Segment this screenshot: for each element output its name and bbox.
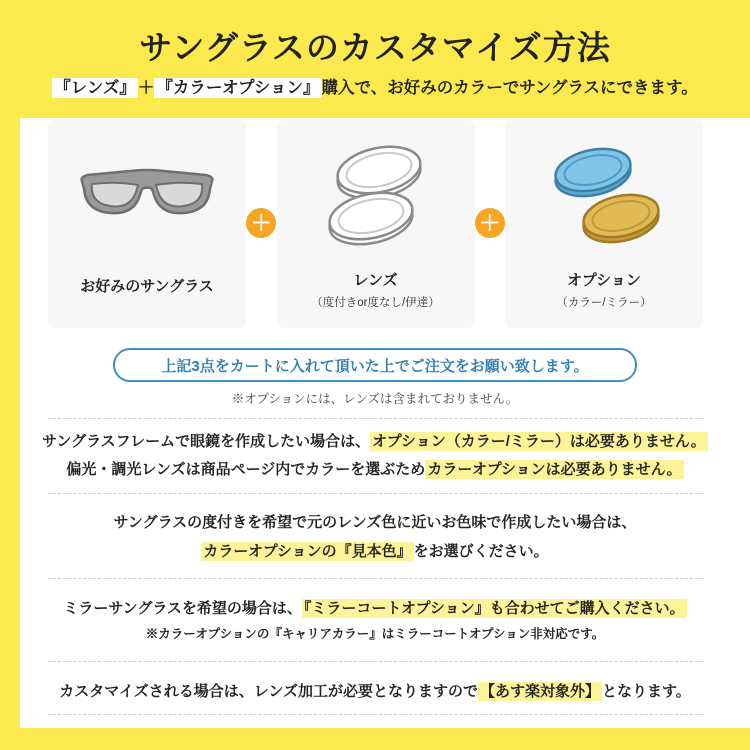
text-plain: カスタマイズされる場合は、レンズ加工が必要となりますので <box>59 683 478 700</box>
section-1-line-2 <box>0 458 750 479</box>
divider-2 <box>48 493 703 494</box>
divider-4 <box>48 661 703 662</box>
text-plain: サングラスの度付きを希望で元のレンズ色に近いお色味で作成したい場合は、 <box>113 514 637 531</box>
text-plain: となります。 <box>601 683 691 700</box>
divider-5 <box>48 714 703 715</box>
plus-icon-1: ＋ <box>246 208 276 238</box>
section-3-line-1 <box>0 597 750 618</box>
subtitle-part-tail: 購入で、お好みのカラーでサングラスにできます。 <box>321 79 698 97</box>
card-label-option: オプション <box>567 272 641 289</box>
cart-instruction-pill <box>113 348 637 382</box>
divider-3 <box>48 578 703 579</box>
text-plain: ミラーサングラスを希望の場合は、 <box>63 600 302 617</box>
plus-icon-2: ＋ <box>475 208 505 238</box>
section-1-line-1 <box>0 430 750 451</box>
text-highlight: カラーオプションは必要ありません。 <box>427 461 682 478</box>
lenses-icon <box>277 134 475 254</box>
divider-1 <box>48 418 703 419</box>
subtitle-part-lens: 『レンズ』 <box>54 79 136 97</box>
cart-instruction-text: 上記3点をカートに入れて頂いた上でご注文をお願い致します。 <box>161 357 589 375</box>
page-subtitle <box>0 74 750 98</box>
subtitle-part-color-option: 『カラーオプション』 <box>156 79 320 97</box>
option-note: ※オプションには、レンズは含まれておりません。 <box>231 392 519 406</box>
text-plain: をお選びください。 <box>413 543 549 560</box>
color-option-icon <box>505 134 703 254</box>
text-highlight: オプション（カラー/ミラー）は必要ありません。 <box>372 433 706 450</box>
text-plain: ※カラーオプションの『キャリアカラー』はミラーコートオプション非対応です。 <box>145 627 605 641</box>
bottom-yellow-band <box>0 728 750 750</box>
card-lenses <box>277 120 475 328</box>
card-sublabel-option: （カラー/ミラー） <box>556 297 652 309</box>
card-sublabel-lenses: （度付きor度なし/伊達） <box>311 297 440 309</box>
text-highlight: 『ミラーコートオプション』も合わせてご購入ください。 <box>303 600 685 617</box>
section-3-line-2 <box>0 624 750 642</box>
section-2-line-1 <box>0 511 750 532</box>
card-label-sunglasses: お好みのサングラス <box>80 278 214 295</box>
text-highlight: カラーオプションの『見本色』 <box>203 543 412 560</box>
card-sunglasses <box>48 120 246 328</box>
subtitle-part-plus: ＋ <box>137 79 155 97</box>
text-plain: 偏光・調光レンズは商品ページ内でカラーを選ぶため <box>66 461 426 478</box>
section-2-line-2 <box>0 540 750 561</box>
product-cards <box>48 120 703 330</box>
page-title: サングラスのカスタマイズ方法 <box>139 29 611 66</box>
sunglasses-icon <box>48 134 246 254</box>
text-highlight: 【あす楽対象外】 <box>479 683 600 700</box>
section-4-line-1 <box>0 680 750 701</box>
text-plain: サングラスフレームで眼鏡を作成したい場合は、 <box>42 433 371 450</box>
card-label-lenses: レンズ <box>353 272 398 289</box>
card-color-option <box>505 120 703 328</box>
